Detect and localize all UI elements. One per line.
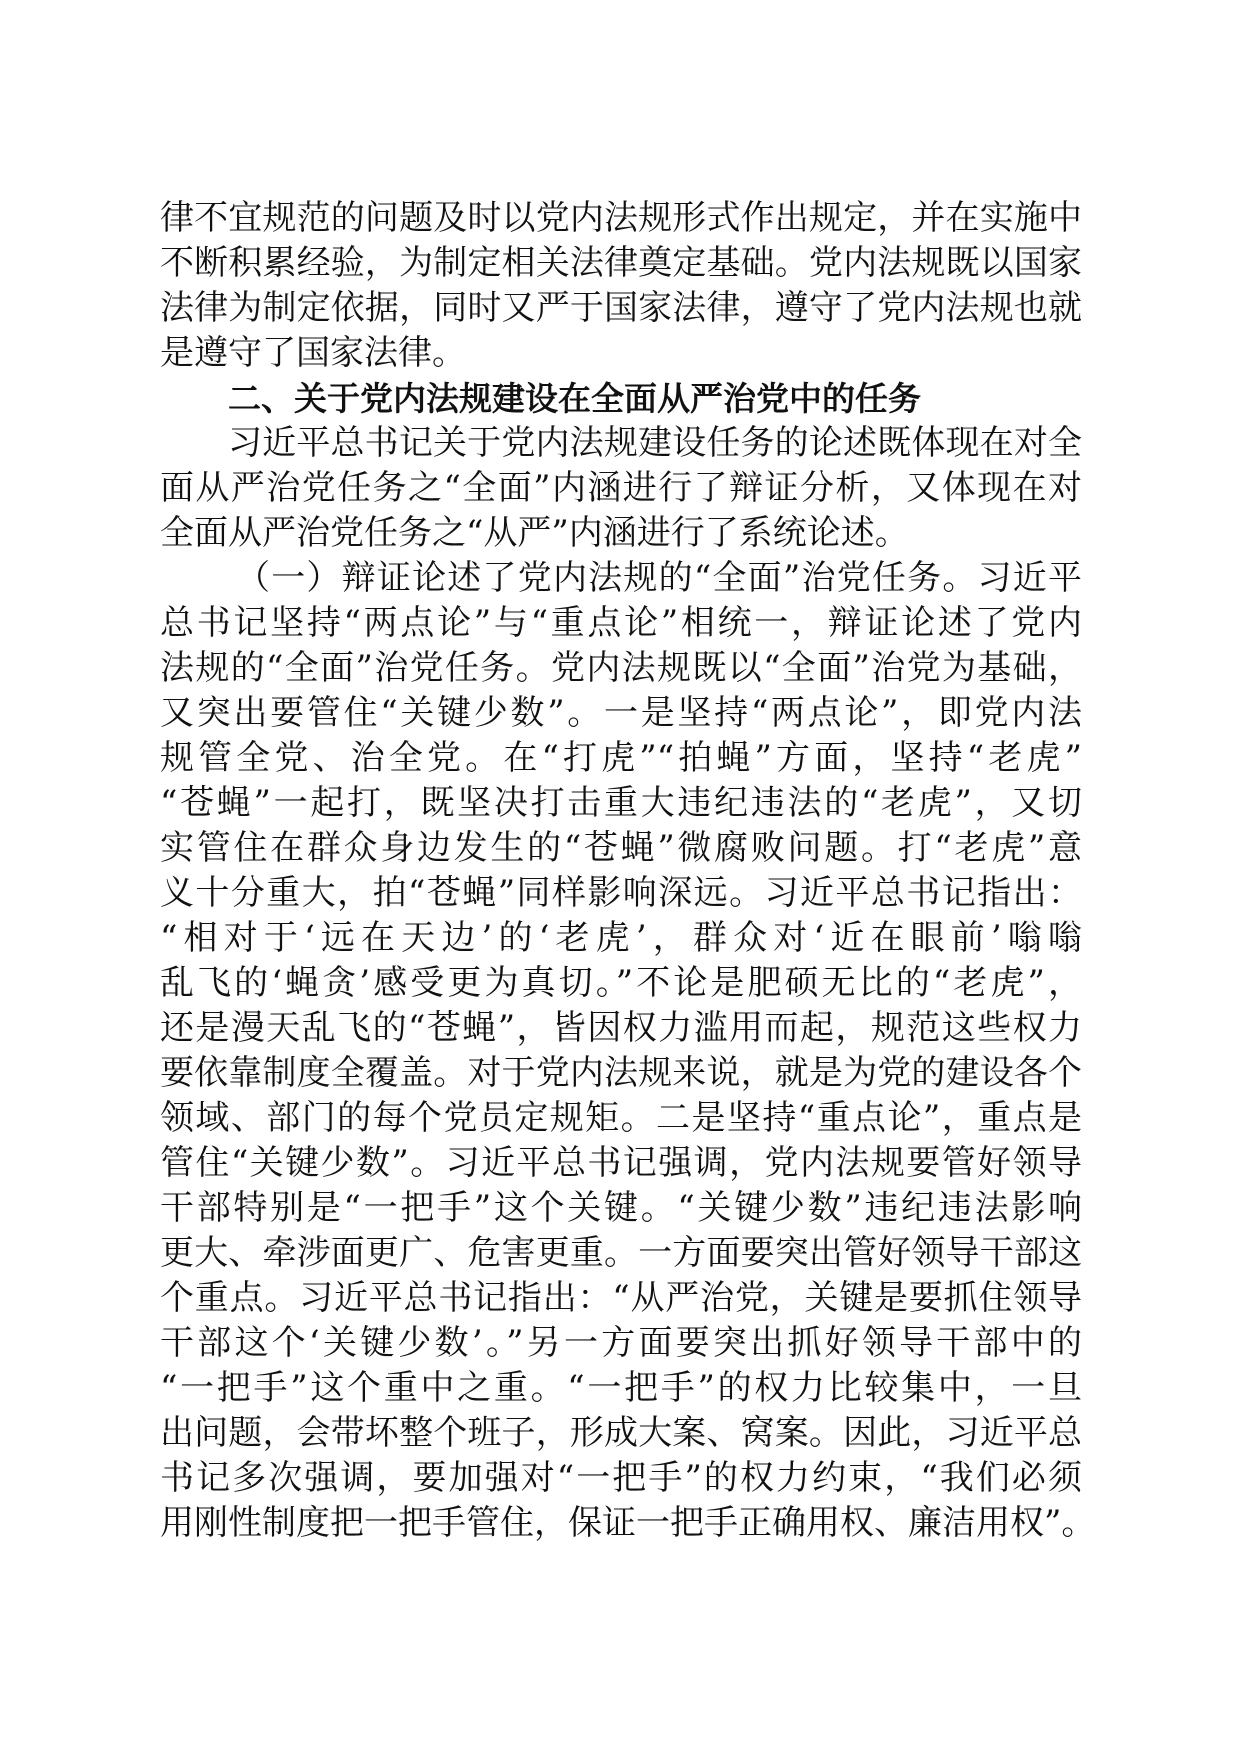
body-line: 规管全党、治全党。在“打虎”“拍蝇”方面，坚持“老虎” — [160, 738, 1082, 778]
body-line: 领域、部门的每个党员定规矩。二是坚持“重点论”，重点是 — [160, 1098, 1082, 1138]
body-line: 法律为制定依据，同时又严于国家法律，遵守了党内法规也就 — [160, 288, 1082, 328]
subsection-line: （一）辩证论述了党内法规的“全面”治党任务。习近平 — [236, 558, 1082, 598]
body-line: 面从严治党任务之“全面”内涵进行了辩证分析，又体现在对 — [160, 468, 1082, 508]
body-line: 用刚性制度把一把手管住，保证一把手正确用权、廉洁用权”。 — [160, 1503, 1096, 1543]
body-line: 总书记坚持“两点论”与“重点论”相统一，辩证论述了党内 — [160, 603, 1082, 643]
body-line: 出问题，会带坏整个班子，形成大案、窝案。因此，习近平总 — [160, 1413, 1082, 1453]
body-line: 又突出要管住“关键少数”。一是坚持“两点论”，即党内法 — [160, 693, 1082, 733]
body-line: 全面从严治党任务之“从严”内涵进行了系统论述。 — [160, 513, 909, 553]
body-line: 还是漫天乱飞的“苍蝇”，皆因权力滥用而起，规范这些权力 — [160, 1008, 1082, 1048]
body-line: 律不宜规范的问题及时以党内法规形式作出规定，并在实施中 — [160, 198, 1082, 238]
body-line: 更大、牵涉面更广、危害更重。一方面要突出管好领导干部这 — [160, 1233, 1082, 1273]
body-line: 个重点。习近平总书记指出：“从严治党，关键是要抓住领导 — [160, 1278, 1082, 1318]
body-line: 要依靠制度全覆盖。对于党内法规来说，就是为党的建设各个 — [160, 1053, 1082, 1093]
body-line: 义十分重大，拍“苍蝇”同样影响深远。习近平总书记指出： — [160, 873, 1082, 913]
body-line: 习近平总书记关于党内法规建设任务的论述既体现在对全 — [228, 423, 1082, 463]
body-line: “相对于‘远在天边’的‘老虎’，群众对‘近在眼前’嗡嗡 — [160, 918, 1082, 958]
body-line: 干部特别是“一把手”这个关键。“关键少数”违纪违法影响 — [160, 1188, 1082, 1228]
body-line: 书记多次强调，要加强对“一把手”的权力约束，“我们必须 — [160, 1458, 1082, 1498]
body-line: 不断积累经验，为制定相关法律奠定基础。党内法规既以国家 — [160, 243, 1082, 283]
body-line: “一把手”这个重中之重。“一把手”的权力比较集中，一旦 — [160, 1368, 1082, 1408]
body-line: 法规的“全面”治党任务。党内法规既以“全面”治党为基础， — [160, 648, 1082, 688]
body-line: 乱飞的‘蝇贪’感受更为真切。”不论是肥硕无比的“老虎”， — [160, 963, 1082, 1003]
body-line: 是遵守了国家法律。 — [160, 333, 466, 373]
body-line: 实管住在群众身边发生的“苍蝇”微腐败问题。打“老虎”意 — [160, 828, 1082, 868]
section-heading: 二、关于党内法规建设在全面从严治党中的任务 — [228, 379, 921, 418]
body-line: 管住“关键少数”。习近平总书记强调，党内法规要管好领导 — [160, 1143, 1082, 1183]
body-line: 干部这个‘关键少数’。”另一方面要突出抓好领导干部中的 — [160, 1323, 1082, 1363]
body-line: “苍蝇”一起打，既坚决打击重大违纪违法的“老虎”，又切 — [160, 783, 1082, 823]
document-page — [160, 196, 1096, 1546]
